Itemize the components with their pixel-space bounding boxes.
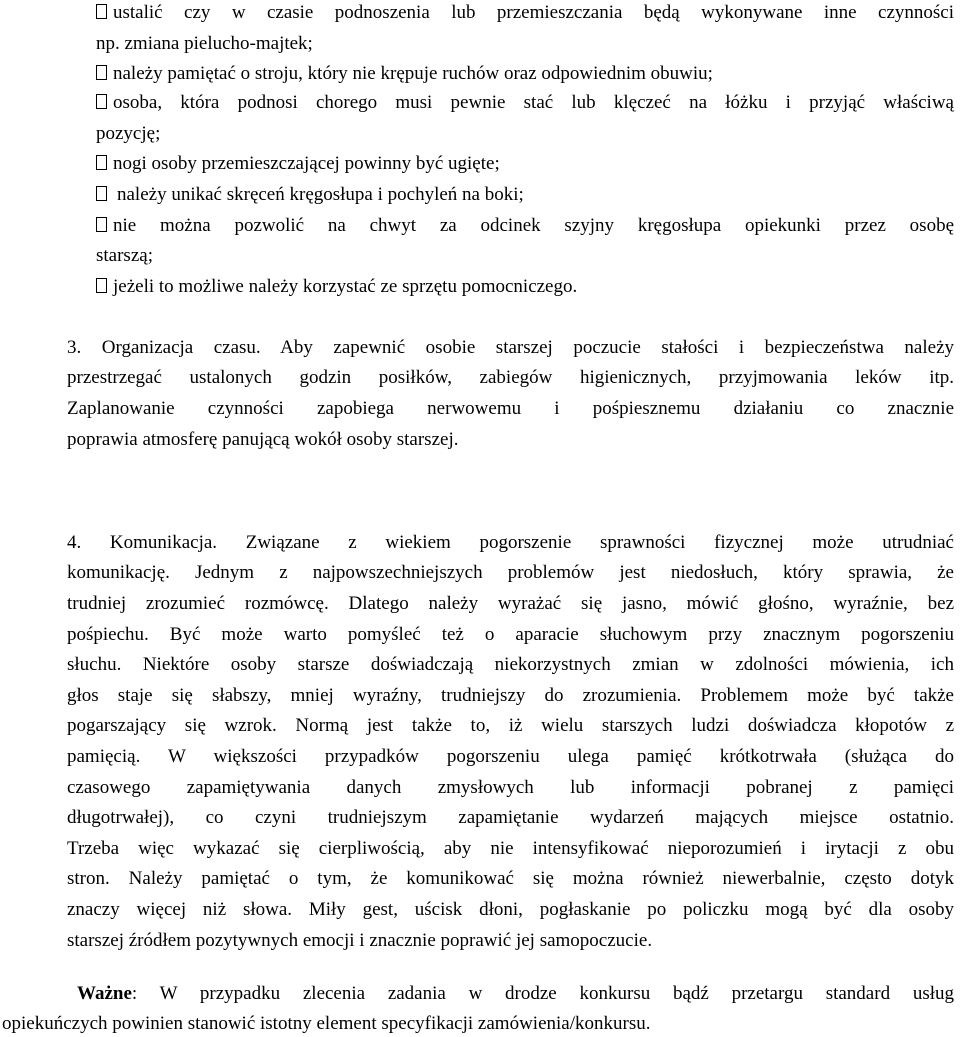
paragraph-line: starszej źródłem pozytywnych emocji i znacznie poprawić jej samopoczucie. [67,930,653,951]
paragraph-line: czasowego zapamiętywania danych zmysłowych lub informacji pobranej z pamięci [67,777,954,798]
paragraph-line: znaczy więcej niż słowa. Miły gest, uścisk dłoni, pogłaskanie po policzku mogą być dla osoby [67,899,954,920]
paragraph-line: długotrwałej), co czyni trudniejszym zapamiętanie wydarzeń mających miejsce ostatnio. [67,807,954,828]
paragraph-line: Trzeba więc wykazać się cierpliwością, aby nie intensyfikować nieporozumień i irytacji z obu [67,838,954,859]
list-item: należy pamiętać o stroju, który nie krępuje ruchów oraz odpowiednim obuwiu; [96,63,713,87]
list-item: ustalić czy w czasie podnoszenia lub przemieszczania będą wykonywane inne czynności [96,2,954,26]
paragraph-line: słuchu. Niektóre osoby starsze doświadczają niekorzystnych zmian w zdolności mówienia, ich [67,654,954,675]
paragraph-line: Zaplanowanie czynności zapobiega nerwowemu i pośpiesznemu działaniu co znacznie [67,398,954,419]
list-item-continuation: np. zmiana pielucho-majtek; [96,33,313,54]
paragraph-line: trudniej zrozumieć rozmówcę. Dlatego należy wyrażać się jasno, mówić głośno, wyraźnie, bez [67,593,954,614]
checkbox-bullet-icon [96,186,107,201]
paragraph-line: przestrzegać ustalonych godzin posiłków, zabiegów higienicznych, przyjmowania leków itp. [67,367,954,388]
paragraph-line: pośpiechu. Być może warto pomyśleć też o aparacie słuchowym przy znacznym pogorszeniu [67,624,954,645]
note-label: Ważne [77,983,132,1004]
checkbox-bullet-icon [96,155,107,170]
list-item-continuation: pozycję; [96,123,161,144]
list-item: nogi osoby przemieszczającej powinny być ugięte; [96,153,500,177]
paragraph-line: 4. Komunikacja. Związane z wiekiem pogorszenie sprawności fizycznej może utrudniać [67,532,954,553]
note-line: Ważne: W przypadku zlecenia zadania w drodze konkursu bądź przetargu standard usług [77,983,954,1004]
paragraph-line: poprawia atmosferę panującą wokół osoby starszej. [67,429,459,450]
paragraph-line: komunikację. Jednym z najpowszechniejszych problemów jest niedosłuch, który sprawia, że [67,562,954,583]
checkbox-bullet-icon [96,278,107,293]
list-item-continuation: starszą; [96,245,153,266]
list-item: osoba, która podnosi chorego musi pewnie stać lub klęczeć na łóżku i przyjąć właściwą [96,92,954,116]
list-item: jeżeli to możliwe należy korzystać ze sprzętu pomocniczego. [96,276,577,300]
list-item: należy unikać skręceń kręgosłupa i pochyleń na boki; [96,184,524,208]
checkbox-bullet-icon [96,217,107,232]
paragraph-line: głos staje się słabszy, mniej wyraźny, trudniejszy do zrozumienia. Problemem może być także [67,685,954,706]
paragraph-line: 3. Organizacja czasu. Aby zapewnić osobie starszej poczucie stałości i bezpieczeństwa należy [67,337,954,358]
note-line: opiekuńczych powinien stanowić istotny element specyfikacji zamówienia/konkursu. [2,1013,651,1034]
checkbox-bullet-icon [96,4,107,19]
paragraph-line: pogarszający się wzrok. Normą jest także to, iż wielu starszych ludzi doświadcza kłopotów z [67,715,954,736]
checkbox-bullet-icon [96,94,107,109]
checkbox-bullet-icon [96,65,107,80]
paragraph-line: stron. Należy pamiętać o tym, że komunikować się można również niewerbalnie, często dotyk [67,868,954,889]
list-item: nie można pozwolić na chwyt za odcinek szyjny kręgosłupa opiekunki przez osobę [96,215,954,239]
paragraph-line: pamięcią. W większości przypadków pogorszeniu ulega pamięć krótkotrwała (służąca do [67,746,954,767]
